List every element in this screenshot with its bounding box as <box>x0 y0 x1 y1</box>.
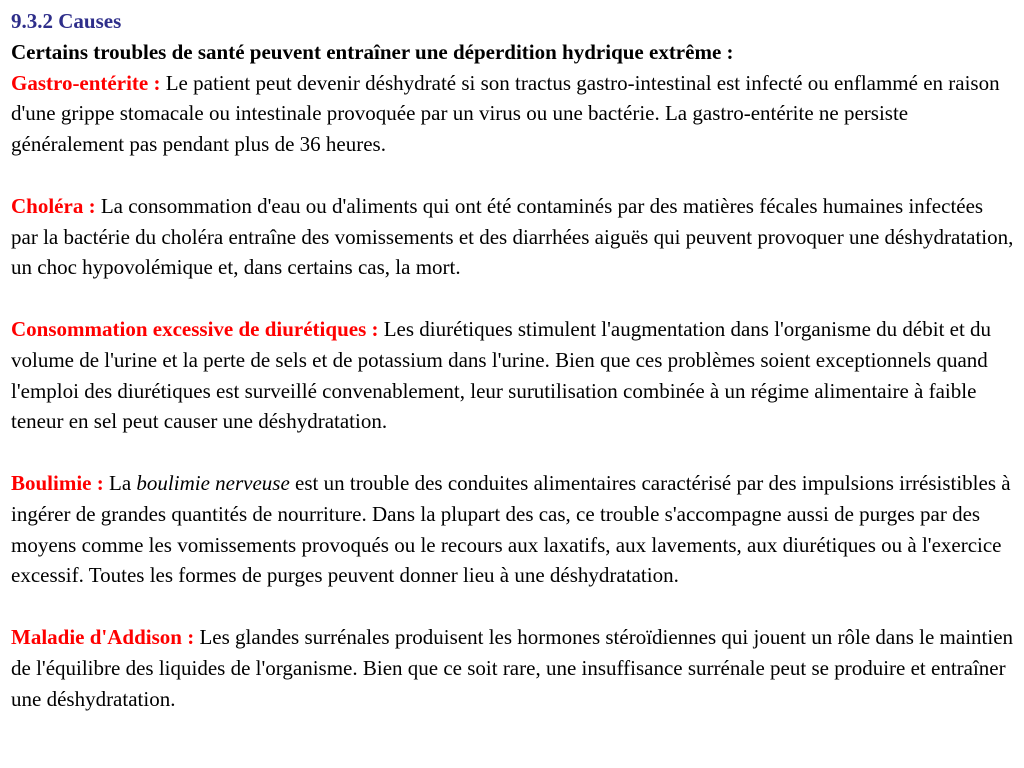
entry-cholera <box>11 191 1015 283</box>
entry-diuretiques <box>11 314 1015 437</box>
document-page <box>11 6 1015 745</box>
entry-term: Consommation excessive de diurétiques : <box>11 316 379 341</box>
entry-text-italic: boulimie nerveuse <box>136 470 290 495</box>
entry-term: Maladie d'Addison : <box>11 624 195 649</box>
entry-text: Les glandes surrénales produisent les hormones stéroïdiennes qui jouent un rôle dans le maintien de l'équilibre des liquides de l'organisme. Bien que ce soit rare, une insuffisance surrénale peut se produire et entraîner une déshydratation. <box>11 624 1014 711</box>
entry-text: Les diurétiques stimulent l'augmentation dans l'organisme du débit et du volume de l'urine et la perte de sels et de potassium dans l'urine. Bien que ces problèmes soient exceptionnels quand l'emploi des diurétiques est surveillé convenablement, leur surutilisation combinée à un régime alimentaire à faible teneur en sel peut causer une déshydratation. <box>11 316 992 434</box>
entry-text: La consommation d'eau ou d'aliments qui ont été contaminés par des matières fécales humaines infectées par la bactérie du choléra entraîne des vomissements et des diarrhées aiguës qui peuvent provoquer une déshydratation, un choc hypovolémique et, dans certains cas, la mort. <box>11 193 1014 280</box>
entry-gastro-enterite <box>11 68 1015 160</box>
section-title: 9.3.2 Causes <box>11 9 122 33</box>
section-intro: Certains troubles de santé peuvent entraîner une déperdition hydrique extrême : <box>11 39 734 64</box>
entry-term: Choléra : <box>11 193 96 218</box>
entry-text-after: est un trouble des conduites alimentaires caractérisé par des impulsions irrésistibles à ingérer de grandes quantités de nourriture. Dans la plupart des cas, ce trouble s'accompagne aussi de purges par des moyens comme les vomissements provoqués ou le recours aux laxatifs, aux lavements, aux diurétiques ou à l'exercice excessif. Toutes les formes de purges peuvent donner lieu à une déshydratation. <box>11 470 1011 588</box>
entry-term: Gastro-entérite : <box>11 70 161 95</box>
entry-boulimie <box>11 468 1015 591</box>
entry-addison <box>11 622 1015 714</box>
entry-text-before: La <box>109 470 132 495</box>
entry-term: Boulimie : <box>11 470 104 495</box>
entry-text: Le patient peut devenir déshydraté si son tractus gastro-intestinal est infecté ou enflammé en raison d'une grippe stomacale ou intestinale provoquée par un virus ou une bactérie. La gastro-entérite ne persiste généralement pas pendant plus de 36 heures. <box>11 70 1000 157</box>
